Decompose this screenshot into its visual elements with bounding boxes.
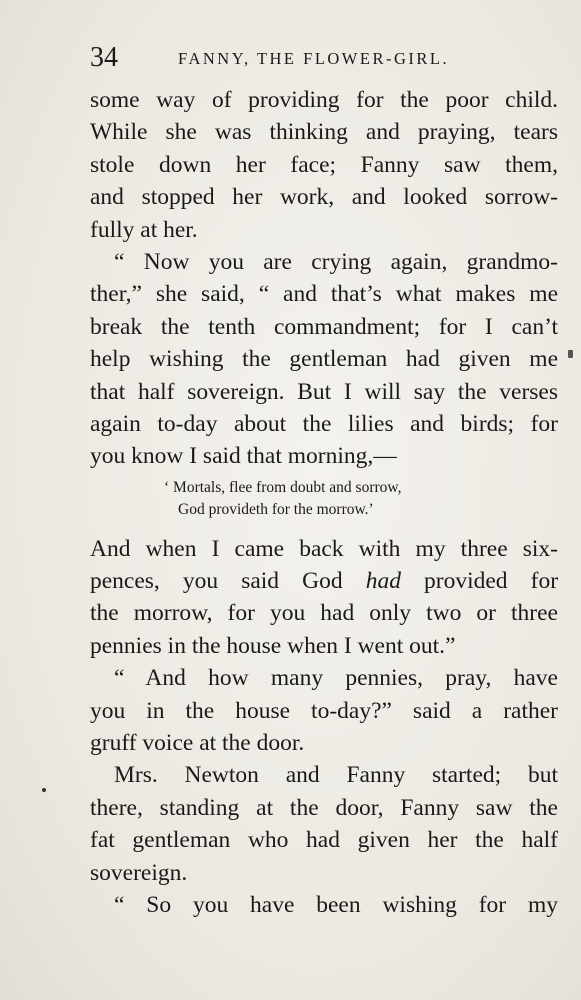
text-line: gruff voice at the door. [90, 730, 305, 757]
page-header [90, 40, 558, 76]
text-line: and stopped her work, and looked sorrow- [90, 184, 558, 211]
text-line: again to-day about the lilies and birds; for [90, 410, 558, 437]
italic-emphasis: had [365, 568, 401, 595]
ink-speck [42, 788, 46, 792]
text-fragment: pences, you said God [90, 568, 343, 595]
text-line: that half sovereign. But I will say the verses [90, 378, 558, 405]
text-line: fully at her. [90, 216, 198, 243]
text-line: some way of providing for the poor child. [90, 87, 558, 113]
text-line: While she was thinking and praying, tears [90, 119, 558, 146]
text-line: ther,” she said, “ and that’s what makes me [90, 281, 558, 308]
page-body [90, 84, 558, 921]
page-number: 34 [90, 42, 118, 73]
text-line: you know I said that morning,— [90, 443, 397, 470]
text-fragment: provided for [424, 568, 559, 595]
running-head: FANNY, THE FLOWER-GIRL. [178, 49, 450, 68]
text-line: “ And how many pennies, pray, have [114, 665, 558, 692]
text-line: Mrs. Newton and Fanny started; but [114, 762, 558, 789]
verse-line: ‘ Mortals, flee from doubt and sorrow, [164, 478, 402, 496]
text-line: you in the house to-day?” said a rather [90, 697, 558, 724]
text-line: “ So you have been wishing for my [114, 891, 558, 918]
text-line: break the tenth commandment; for I can’t [90, 313, 558, 340]
text-line: “ Now you are crying again, grandmo- [114, 248, 558, 275]
text-line: the morrow, for you had only two or three [90, 600, 558, 627]
text-line: fat gentleman who had given her the half [90, 827, 558, 854]
text-line: sovereign. [90, 859, 188, 886]
text-line: stole down her face; Fanny saw them, [90, 151, 558, 178]
verse-line: God provideth for the morrow.’ [178, 500, 374, 518]
text-line: pennies in the house when I went out.” [90, 632, 456, 659]
ink-speck [568, 350, 573, 358]
text-line [90, 565, 558, 597]
text-line: help wishing the gentleman had given me [90, 346, 558, 373]
text-line: there, standing at the door, Fanny saw the [90, 794, 558, 821]
text-line: And when I came back with my three six- [90, 535, 558, 562]
